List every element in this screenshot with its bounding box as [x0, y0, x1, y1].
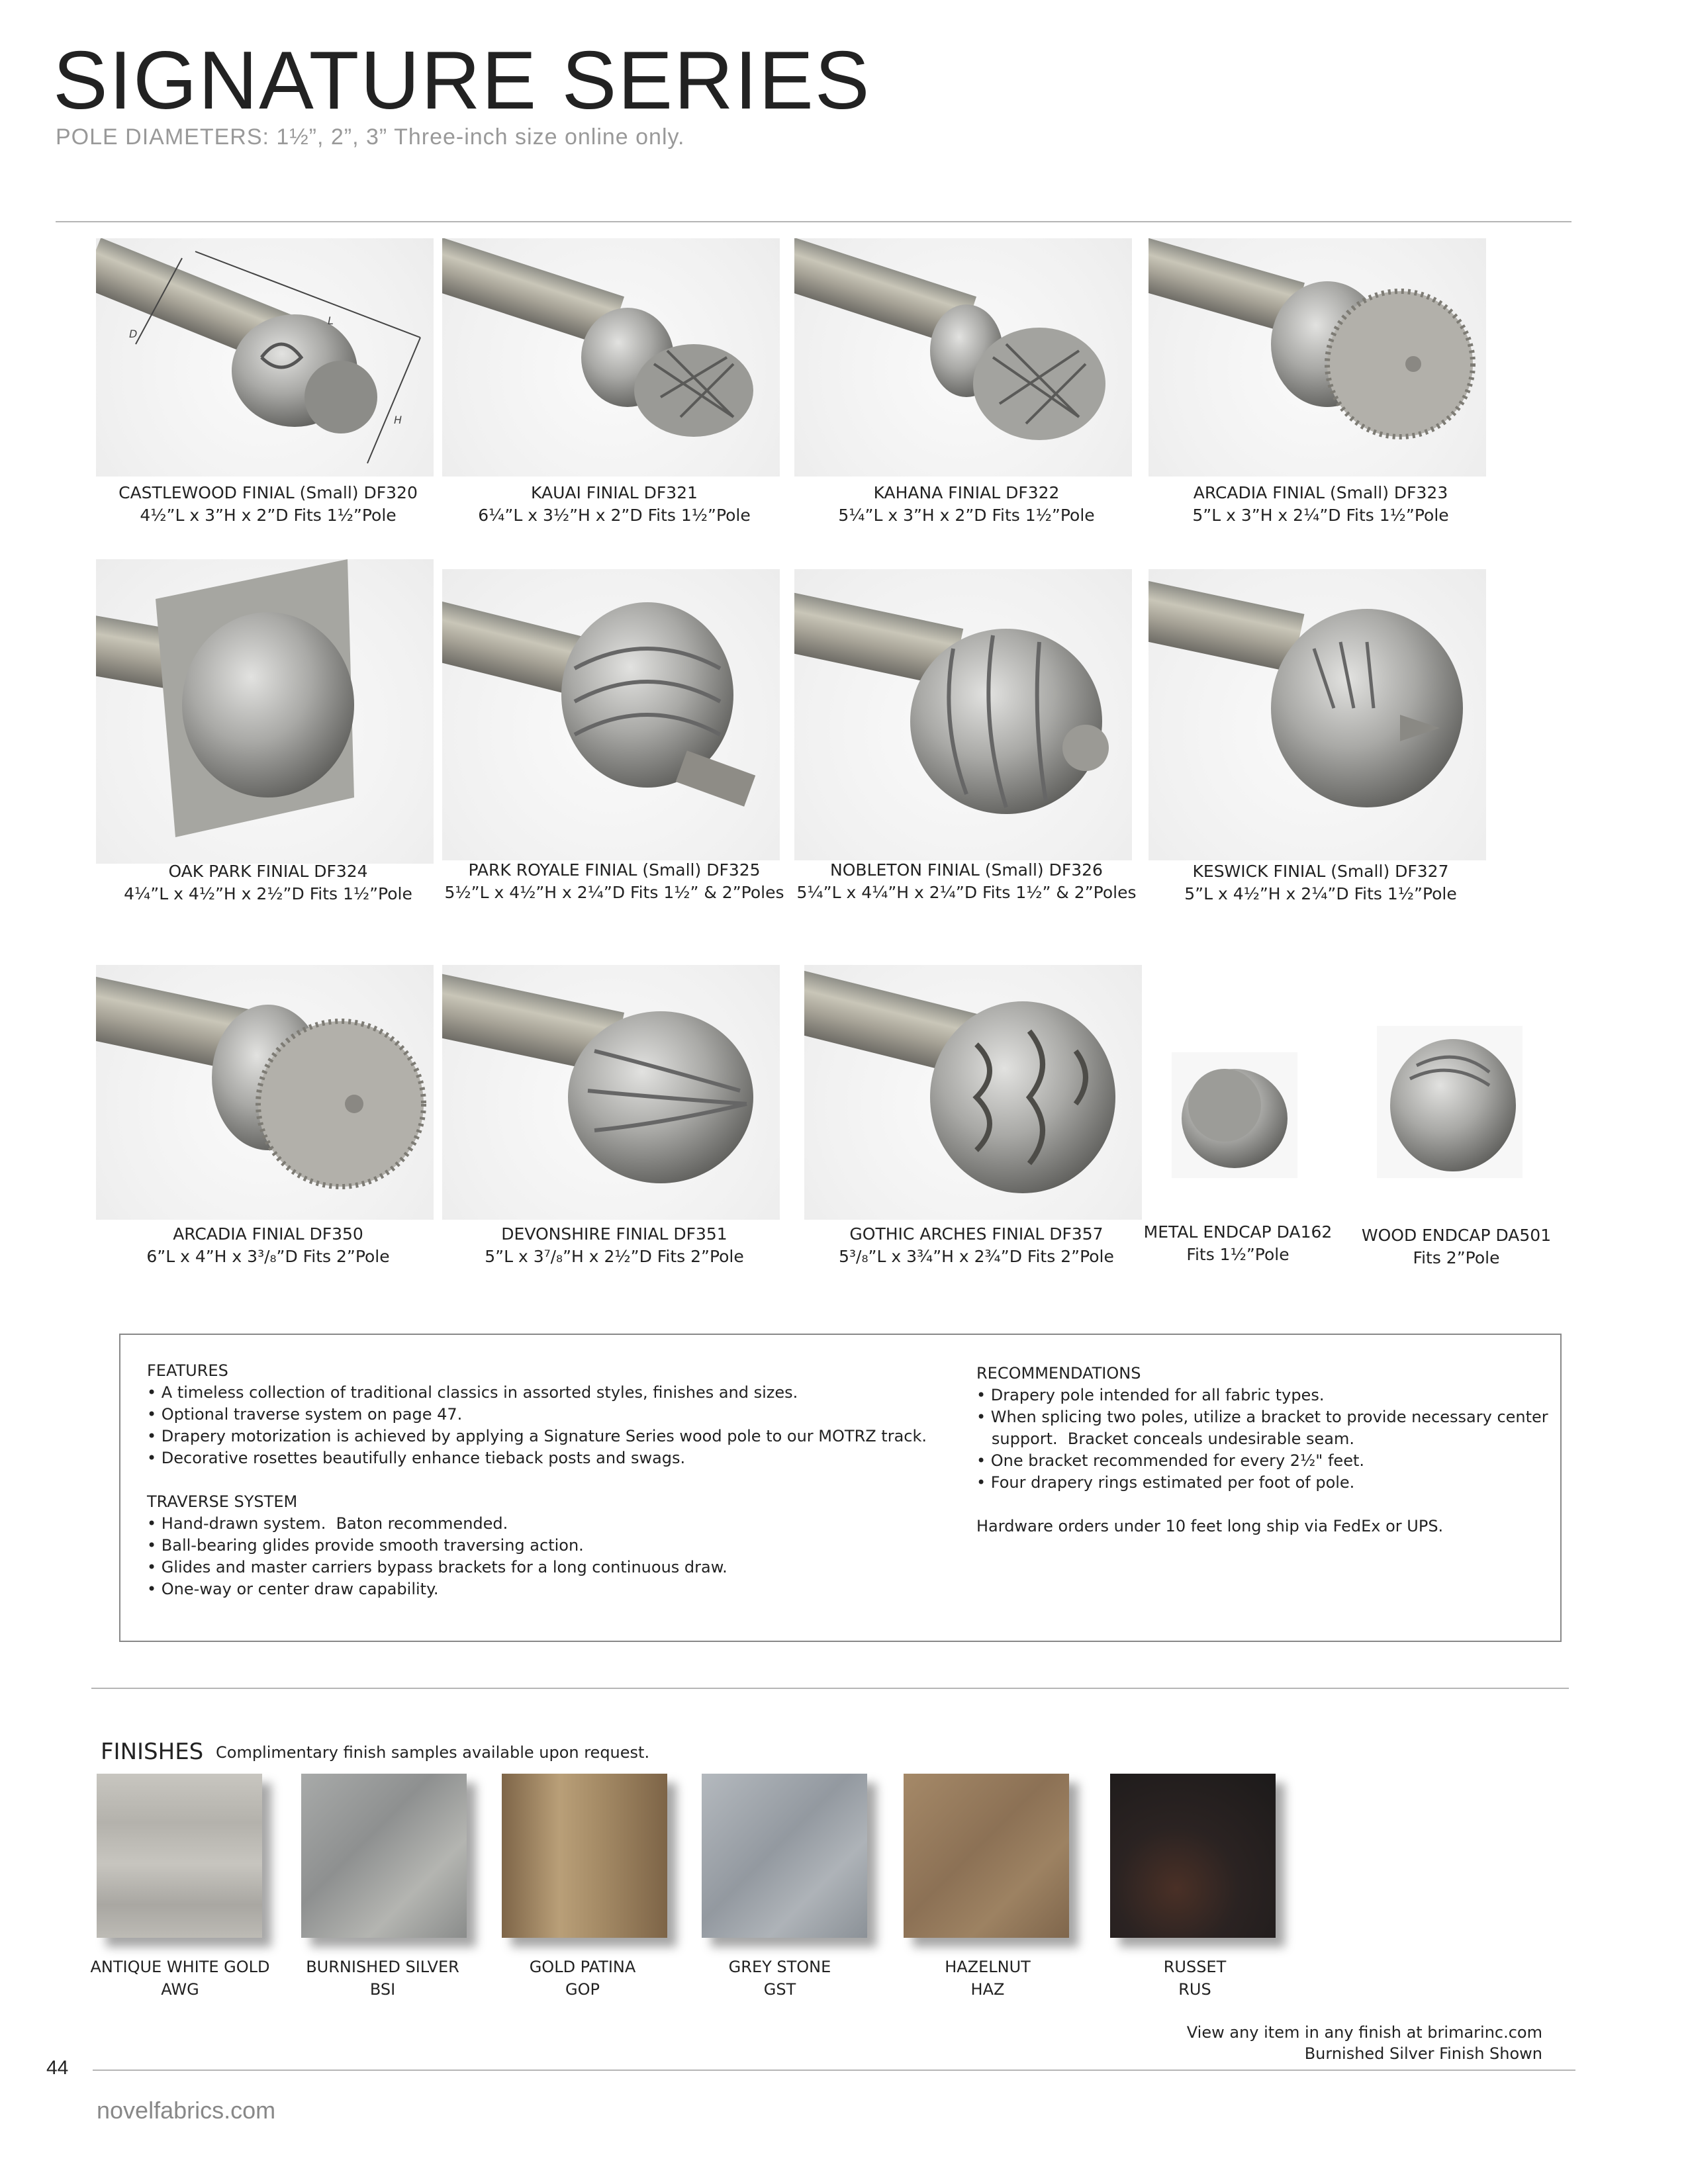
product-name: DEVONSHIRE FINIAL DF351	[501, 1224, 727, 1244]
product-name: KAUAI FINIAL DF321	[531, 483, 698, 502]
product-caption-devonshire	[442, 1223, 786, 1268]
footer-finish-shown: Burnished Silver Finish Shown	[1304, 2044, 1542, 2063]
product-dimensions: 5³/₈”L x 3¾”H x 2¾”D Fits 2”Pole	[839, 1247, 1114, 1266]
oak-park-finial-image	[96, 559, 434, 864]
product-dimensions: Fits 2”Pole	[1413, 1248, 1500, 1267]
kahana-finial-image	[794, 238, 1132, 477]
website-url: novelfabrics.com	[97, 2097, 276, 2124]
product-name: KESWICK FINIAL (Small) DF327	[1192, 862, 1449, 881]
features-item: • Decorative rosettes beautifully enhance tieback posts and swags.	[147, 1449, 686, 1467]
arcadia-small-finial-image	[1149, 238, 1486, 477]
product-dimensions: Fits 1½”Pole	[1186, 1245, 1289, 1264]
product-dimensions: 5¼”L x 4¼”H x 2¼”D Fits 1½” & 2”Poles	[796, 883, 1137, 902]
product-caption-keswick	[1149, 860, 1493, 905]
dimension-d-label: D	[129, 328, 138, 340]
finish-name: BURNISHED SILVER	[306, 1958, 459, 1976]
finish-swatch-gst	[702, 1774, 867, 1938]
product-caption-kahana	[794, 482, 1139, 527]
product-caption-park-royale	[442, 859, 786, 904]
features-item: • Drapery motorization is achieved by applying a Signature Series wood pole to our MOTRZ track.	[147, 1427, 927, 1445]
finish-code: GST	[763, 1980, 796, 1999]
finish-name: GREY STONE	[728, 1958, 831, 1976]
product-dimensions: 5¼”L x 3”H x 2”D Fits 1½”Pole	[838, 506, 1095, 525]
recommendations-item: • Drapery pole intended for all fabric types.	[976, 1386, 1325, 1404]
product-name: GOTHIC ARCHES FINIAL DF357	[849, 1224, 1103, 1244]
page-subtitle: POLE DIAMETERS: 1½”, 2”, 3” Three-inch size online only.	[56, 124, 685, 150]
finish-swatch-gop	[502, 1774, 667, 1938]
product-caption-nobleton	[788, 859, 1145, 904]
recommendations-heading: RECOMMENDATIONS	[976, 1364, 1141, 1383]
traverse-heading: TRAVERSE SYSTEM	[147, 1492, 298, 1511]
park-royale-finial-image	[442, 569, 780, 860]
features-item: • A timeless collection of traditional classics in assorted styles, finishes and sizes.	[147, 1383, 798, 1402]
traverse-item: • Glides and master carriers bypass brackets for a long continuous draw.	[147, 1558, 727, 1576]
kauai-finial-image	[442, 238, 780, 477]
product-name: NOBLETON FINIAL (Small) DF326	[830, 860, 1103, 880]
product-name: PARK ROYALE FINIAL (Small) DF325	[468, 860, 761, 880]
recommendations-item: • When splicing two poles, utilize a bracket to provide necessary center	[976, 1408, 1548, 1426]
product-caption-arcadia-small	[1149, 482, 1493, 527]
product-dimensions: 5”L x 3”H x 2¼”D Fits 1½”Pole	[1192, 506, 1449, 525]
top-divider	[56, 221, 1571, 222]
features-heading: FEATURES	[147, 1361, 228, 1380]
finish-code: BSI	[369, 1980, 396, 1999]
product-dimensions: 5½”L x 4½”H x 2¼”D Fits 1½” & 2”Poles	[444, 883, 784, 902]
finish-name: GOLD PATINA	[529, 1958, 636, 1976]
features-item: • Optional traverse system on page 47.	[147, 1405, 463, 1424]
page-title: SIGNATURE SERIES	[53, 35, 871, 126]
traverse-item: • Hand-drawn system. Baton recommended.	[147, 1514, 508, 1533]
finish-code: HAZ	[970, 1980, 1005, 1999]
recommendations-item: • One bracket recommended for every 2½" feet.	[976, 1451, 1364, 1470]
product-caption-arcadia	[96, 1223, 440, 1268]
finish-caption-gst	[674, 1956, 886, 2001]
product-caption-oak-park	[96, 860, 440, 905]
wood-endcap-image	[1377, 1026, 1523, 1178]
nobleton-finial-image	[794, 569, 1132, 860]
recommendations-item: support. Bracket conceals undesirable seam.	[976, 1430, 1355, 1448]
castlewood-finial-image	[96, 238, 434, 477]
page-number: 44	[46, 2057, 69, 2079]
keswick-finial-image	[1149, 569, 1486, 860]
product-name: CASTLEWOOD FINIAL (Small) DF320	[118, 483, 418, 502]
product-caption-metal-endcap	[1139, 1221, 1337, 1266]
product-dimensions: 4¼”L x 4½”H x 2½”D Fits 1½”Pole	[124, 884, 412, 903]
finish-name: HAZELNUT	[945, 1958, 1031, 1976]
product-name: OAK PARK FINIAL DF324	[168, 862, 368, 881]
finish-name: RUSSET	[1163, 1958, 1227, 1976]
finishes-divider	[91, 1688, 1569, 1689]
footer-view-link-text: View any item in any finish at brimarinc.com	[1186, 2023, 1542, 2042]
finish-code: GOP	[565, 1980, 600, 1999]
finishes-note: Complimentary finish samples available upon request.	[216, 1743, 650, 1762]
product-dimensions: 4½”L x 3”H x 2”D Fits 1½”Pole	[140, 506, 397, 525]
finish-swatch-haz	[904, 1774, 1069, 1938]
product-dimensions: 5”L x 3⁷/₈”H x 2½”D Fits 2”Pole	[485, 1247, 744, 1266]
product-name: ARCADIA FINIAL (Small) DF323	[1193, 483, 1448, 502]
product-dimensions: 6¼”L x 3½”H x 2”D Fits 1½”Pole	[478, 506, 751, 525]
recommendations-column	[976, 1363, 1548, 1537]
product-name: ARCADIA FINIAL DF350	[173, 1224, 363, 1244]
metal-endcap-image	[1172, 1052, 1297, 1178]
product-name: WOOD ENDCAP DA501	[1361, 1226, 1552, 1245]
footer-divider	[93, 2070, 1575, 2071]
finish-caption-awg	[74, 1956, 286, 2001]
finish-code: RUS	[1178, 1980, 1211, 1999]
finish-swatch-awg	[97, 1774, 262, 1938]
gothic-arches-finial-image	[804, 965, 1142, 1220]
product-caption-castlewood	[96, 482, 440, 527]
recommendations-item: • Four drapery rings estimated per foot of pole.	[976, 1473, 1355, 1492]
footer-note	[1187, 2022, 1542, 2064]
finish-swatch-rus	[1110, 1774, 1276, 1938]
dimension-h-label: H	[394, 414, 402, 426]
product-name: KAHANA FINIAL DF322	[873, 483, 1060, 502]
product-name: METAL ENDCAP DA162	[1143, 1222, 1333, 1242]
product-caption-gothic-arches	[804, 1223, 1149, 1268]
shipping-note: Hardware orders under 10 feet long ship via FedEx or UPS.	[976, 1517, 1444, 1535]
finish-swatch-bsi	[301, 1774, 467, 1938]
finish-caption-rus	[1089, 1956, 1301, 2001]
finishes-title: FINISHES	[101, 1739, 204, 1765]
arcadia-finial-image	[96, 965, 434, 1220]
devonshire-finial-image	[442, 965, 780, 1220]
finish-caption-gop	[477, 1956, 688, 2001]
traverse-item: • One-way or center draw capability.	[147, 1580, 439, 1598]
dimension-l-label: L	[328, 314, 334, 327]
features-column	[147, 1360, 927, 1600]
traverse-item: • Ball-bearing glides provide smooth traversing action.	[147, 1536, 584, 1555]
product-dimensions: 5”L x 4½”H x 2¼”D Fits 1½”Pole	[1184, 884, 1457, 903]
finish-code: AWG	[161, 1980, 199, 1999]
product-dimensions: 6”L x 4”H x 3³/₈”D Fits 2”Pole	[146, 1247, 390, 1266]
features-box	[119, 1334, 1562, 1642]
finish-caption-bsi	[277, 1956, 489, 2001]
finish-name: ANTIQUE WHITE GOLD	[90, 1958, 270, 1976]
product-caption-kauai	[442, 482, 786, 527]
product-caption-wood-endcap	[1350, 1224, 1562, 1269]
finish-caption-haz	[882, 1956, 1094, 2001]
